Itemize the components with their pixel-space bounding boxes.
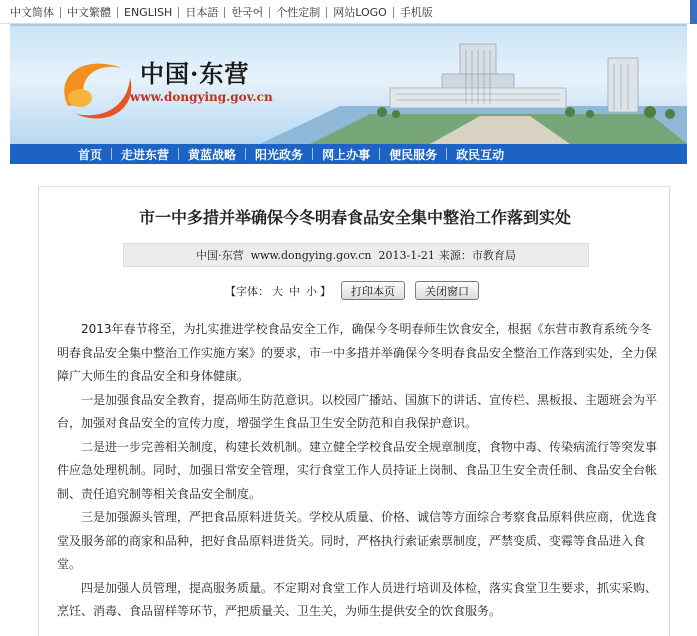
close-window-button[interactable]: 关闭窗口 — [415, 281, 479, 300]
article-tools — [225, 281, 489, 300]
mobile-link[interactable]: 手机版 — [399, 6, 433, 19]
link-item-logo[interactable] — [333, 4, 400, 20]
nav-item-government[interactable] — [255, 146, 322, 163]
divider — [60, 7, 61, 18]
article-paragraph: 一是加强食品安全教育，提高师生防范意识。以校园广播站、国旗下的讲话、宣传栏、黑板报、主题班会为平台，加强对食品安全的宣传力度，增强学生食品卫生安全防范和自我保护意识。 — [57, 392, 658, 430]
nav-item-strategy[interactable] — [188, 146, 255, 163]
divider — [269, 7, 270, 18]
divider — [379, 148, 380, 160]
nav-item-interaction[interactable] — [456, 146, 504, 163]
article-title: 市一中多措并举确保今冬明春食品安全集中整治工作落到实处 — [138, 208, 571, 227]
article-paragraph: 2013年春节将至，为扎实推进学校食品安全工作，确保今冬明春师生饮食安全，根据《东营市教育系统今冬明春食品安全集中整治工作实施方案》的要求，市一中多措并举确保今冬明春食品安全整治工作落到实处，全力保障广大师生的食品安全和身体健康。 — [57, 322, 658, 383]
scroll-indicator — [690, 0, 697, 24]
font-size-switcher — [225, 283, 331, 299]
article-body — [57, 318, 657, 624]
nav-item-home[interactable] — [78, 146, 121, 163]
lang-item-simplified[interactable] — [10, 4, 67, 20]
divider — [326, 7, 327, 18]
site-url: www.dongying.gov.cn — [130, 90, 273, 104]
meta-url: www.dongying.gov.cn — [250, 248, 372, 262]
nav-link-about[interactable]: 走进东营 — [121, 147, 170, 162]
nav-item-about[interactable] — [121, 146, 188, 163]
font-size-label: 【字体： — [225, 284, 269, 298]
divider — [224, 7, 225, 18]
divider — [312, 148, 313, 160]
divider — [117, 7, 118, 18]
nav-link-home[interactable]: 首页 — [78, 147, 103, 162]
nav-link-strategy[interactable]: 黄蓝战略 — [188, 147, 237, 162]
nav-link-government[interactable]: 阳光政务 — [255, 147, 304, 162]
nav-link-public-service[interactable]: 便民服务 — [389, 147, 438, 162]
nav-link-online-service[interactable]: 网上办事 — [322, 147, 371, 162]
lang-link-traditional[interactable]: 中文繁體 — [67, 6, 111, 19]
city-logo-icon — [64, 64, 131, 119]
font-large-link[interactable]: 大 — [272, 284, 283, 298]
article-container — [38, 186, 670, 636]
banner-illustration — [10, 24, 687, 144]
article-meta-bar — [123, 243, 589, 267]
lang-link-korean[interactable]: 한국어 — [231, 6, 264, 19]
site-logo-link[interactable]: 网站LOGO — [333, 6, 387, 19]
font-small-link[interactable]: 小 — [306, 284, 317, 298]
font-size-label-end: 】 — [320, 284, 331, 298]
print-button[interactable]: 打印本页 — [341, 281, 405, 300]
divider — [178, 7, 179, 18]
font-medium-link[interactable]: 中 — [289, 284, 300, 298]
divider — [111, 148, 112, 160]
nav-item-public-service[interactable] — [389, 146, 456, 163]
article-paragraph: 四是加强人员管理，提高服务质量。不定期对食堂工作人员进行培训及体检，落实食堂卫生要求，抓实采购、烹饪、消毒、食品留样等环节，严把质量关、卫生关，为师生提供安全的饮食服务。 — [57, 580, 658, 618]
lang-link-simplified[interactable]: 中文简体 — [10, 6, 54, 19]
nav-link-interaction[interactable]: 政民互动 — [456, 147, 505, 162]
meta-date: 2013-1-21 — [378, 248, 435, 262]
language-bar — [0, 0, 697, 24]
lang-item-japanese[interactable] — [185, 4, 231, 20]
article-paragraph: 二是进一步完善相关制度，构建长效机制。建立健全学校食品安全规章制度，食物中毒、传染病流行等突发事件应急处理机制。同时，加强日常安全管理，实行食堂工作人员持证上岗制、食品卫生安全责任制、食品安全台帐制、责任追究制等相关食品安全制度。 — [57, 439, 658, 501]
divider — [393, 7, 394, 18]
meta-site: 中国·东营 — [196, 249, 244, 262]
main-nav — [10, 144, 687, 164]
site-banner — [10, 24, 687, 144]
right-tower — [608, 58, 638, 112]
lang-item-traditional[interactable] — [67, 4, 124, 20]
site-name: 中国·东营 — [140, 59, 250, 88]
divider — [245, 148, 246, 160]
lang-item-korean[interactable] — [231, 4, 276, 20]
link-item-custom[interactable] — [276, 4, 333, 20]
article-paragraph: 三是加强源头管理，严把食品原料进货关。学校从质量、价格、诚信等方面综合考察食品原料供应商，优选食堂及服务部的商家和品种，把好食品原料进货关。同时，严格执行索证索票制度，严禁变质、变霉等食品进入食堂。 — [57, 510, 658, 571]
link-item-mobile[interactable] — [400, 4, 433, 20]
lang-link-english[interactable]: ENGLISH — [124, 5, 173, 19]
divider — [178, 148, 179, 160]
nav-item-online-service[interactable] — [322, 146, 389, 163]
custom-link[interactable]: 个性定制 — [276, 6, 321, 19]
lang-link-japanese[interactable]: 日本語 — [185, 6, 219, 19]
divider — [446, 148, 447, 160]
lang-item-english[interactable] — [124, 6, 185, 19]
meta-source: 来源：市教育局 — [438, 249, 516, 262]
